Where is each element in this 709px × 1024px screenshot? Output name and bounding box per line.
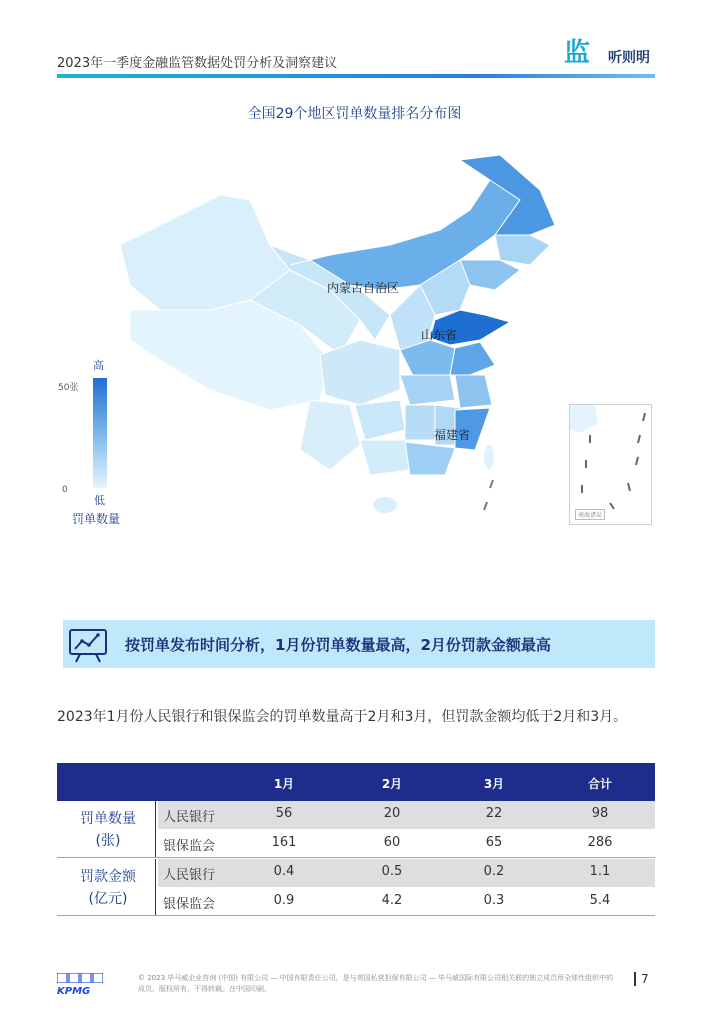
kpmg-logo-text: KPMG [57, 986, 91, 997]
region-jiangsu [450, 342, 495, 375]
map-title: 全国29个地区罚单数量排名分布图 [247, 106, 462, 122]
header-divider [57, 74, 655, 78]
china-choropleth-map [100, 150, 580, 530]
table-cell: 56 [275, 806, 293, 821]
table-header-total: 合计 [587, 777, 612, 791]
group-separator [57, 857, 655, 858]
brand-name: 听则明 [608, 50, 650, 66]
body-paragraph: 2023年1月份人民银行和银保监会的罚单数量高于2月和3月，但罚款金额均低于2月和3月。 [57, 709, 628, 725]
table-header-jan: 1月 [273, 777, 295, 791]
row-label: 人民银行 [163, 810, 216, 825]
table-cell: 98 [591, 806, 609, 821]
legend-max-value: 50张 [58, 383, 79, 393]
footer-copyright: © 2023 毕马威企业咨询 (中国) 有限公司 — 中国有限责任公司，是与英国私营担保有限公司 — 毕马威国际有限公司相关联的独立成员所全球性组织中的成员。版权所有，不得转载。在中国印刷。 [138, 974, 614, 993]
group-label-count-line2: (张) [95, 833, 121, 849]
region-zhejiang [455, 375, 492, 408]
region-guizhou [355, 400, 405, 440]
region-taiwan [484, 445, 494, 469]
inset-map-icon [570, 405, 651, 524]
region-guangxi [360, 440, 410, 475]
table-cell: 0.3 [483, 893, 505, 908]
legend-color-bar [93, 378, 107, 488]
table-cell: 22 [485, 806, 503, 821]
legend-high-label: 高 [93, 359, 104, 372]
region-hunan [405, 405, 435, 440]
region-hubei [400, 375, 455, 405]
table-cell: 20 [383, 806, 401, 821]
row-label: 人民银行 [163, 868, 216, 883]
region-guangdong [405, 442, 455, 475]
region-label-inner-mongolia: 内蒙古自治区 [327, 281, 400, 295]
page-number-divider [634, 972, 636, 986]
legend-low-label: 低 [94, 494, 105, 507]
table-cell: 5.4 [589, 893, 611, 908]
table-cell: 65 [485, 835, 503, 850]
region-yunnan [300, 400, 360, 470]
region-hainan [373, 497, 397, 513]
group-divider [155, 859, 156, 915]
table-cell: 0.9 [273, 893, 295, 908]
legend-min-value: 0 [62, 485, 68, 495]
svg-text:监: 监 [564, 38, 591, 66]
row-label: 银保监会 [163, 897, 216, 912]
row-label: 银保监会 [163, 839, 216, 854]
group-label-count [63, 808, 153, 852]
south-china-sea-inset [569, 404, 652, 525]
group-label-count-line1: 罚单数量 [80, 811, 136, 827]
table-cell: 286 [587, 835, 613, 850]
group-label-amount-line2: (亿元) [88, 891, 128, 907]
chart-presentation-icon [66, 624, 110, 666]
table-bottom-border [57, 915, 655, 916]
region-jilin [495, 235, 550, 265]
table-header-feb: 2月 [381, 777, 403, 791]
document-header-title: 2023年一季度金融监管数据处罚分析及洞察建议 [57, 56, 338, 71]
group-divider [155, 801, 156, 857]
table-cell: 1.1 [589, 864, 611, 879]
table-cell: 161 [271, 835, 297, 850]
table-cell: 4.2 [381, 893, 403, 908]
region-label-shandong: 山东省 [421, 328, 458, 342]
brand-logo-icon [562, 36, 602, 66]
inset-label: 南海诸岛 [575, 509, 605, 520]
section-heading: 按罚单发布时间分析，1月份罚单数量最高，2月份罚款金额最高 [125, 636, 551, 654]
table-cell: 0.5 [381, 864, 403, 879]
table-cell: 0.4 [273, 864, 295, 879]
group-label-amount-line1: 罚款金额 [80, 869, 136, 885]
legend-caption: 罚单数量 [72, 512, 121, 526]
table-cell: 60 [383, 835, 401, 850]
group-label-amount [63, 866, 153, 910]
table-header-mar: 3月 [483, 777, 505, 791]
kpmg-logo-icon [57, 973, 103, 983]
page-number: 7 [641, 972, 649, 986]
region-sichuan [320, 340, 400, 405]
region-label-fujian: 福建省 [434, 428, 471, 442]
table-cell: 0.2 [483, 864, 505, 879]
